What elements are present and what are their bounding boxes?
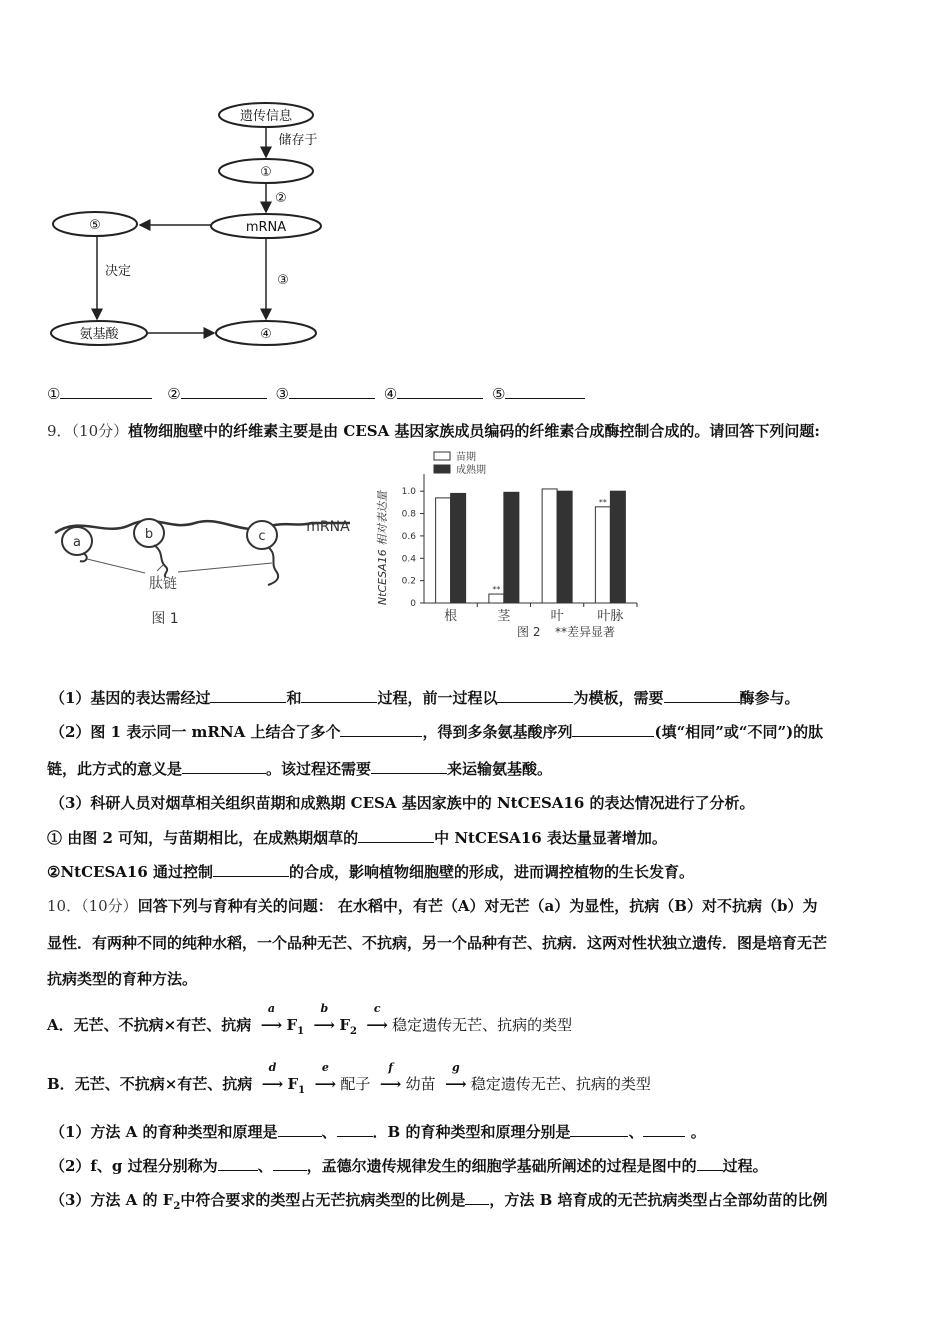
label-amino-acid: 氨基酸 — [79, 327, 119, 342]
y-tick-label: 0.4 — [401, 554, 416, 565]
answer-blank[interactable] — [210, 688, 286, 703]
blanks-line: ① ② ③ ④ ⑤ — [47, 384, 585, 404]
answer-blank[interactable] — [371, 759, 447, 774]
answer-blank[interactable] — [664, 688, 740, 703]
peptide-pointer — [178, 563, 272, 572]
ribosome-label-a: a — [73, 535, 81, 550]
x-tick-label: 根 — [444, 609, 458, 624]
q9-part3-1: ① 由图 2 可知，与苗期相比，在成熟期烟草的 中 NtCESA16 表达量显著增加。 — [47, 829, 667, 847]
q9-stem: 9．（10分）植物细胞壁中的纤维素主要是由 CESA 基因家族成员编码的纤维素合成酶控制合成的。请回答下列问题: — [47, 422, 820, 440]
q10-part3: （3）方法 A 的 $F_2$中符合要求的类型占无芒抗病类型的比例是 ，方法 B 培育成的无芒抗病类型占全部幼苗的比例 — [50, 1191, 828, 1212]
answer-blank[interactable] — [643, 1122, 685, 1137]
x-tick-label: 叶脉 — [597, 609, 624, 624]
flow-diagram — [40, 95, 340, 355]
q9-part3: （3）科研人员对烟草相关组织苗期和成熟期 CESA 基因家族中的 NtCESA16 的表达情况进行了分析。 — [50, 794, 755, 812]
figure-1-caption: 图 1 — [151, 611, 179, 627]
answer-blank[interactable] — [181, 384, 267, 399]
label-stored-in: 储存于 — [278, 133, 318, 148]
ribosome-label-c: c — [258, 529, 266, 544]
legend-swatch-mature — [434, 465, 450, 473]
figure-2-caption: 图 2 — [517, 625, 541, 639]
bar-seedling-1 — [489, 594, 504, 603]
peptide-label: 肽链 — [149, 576, 177, 592]
q9-number: 9．（10分） — [47, 422, 129, 440]
answer-blank[interactable] — [337, 1122, 373, 1137]
q9-part3-2: ②NtCESA16 通过控制 的合成，影响植物细胞壁的形成，进而调控植物的生长发育。 — [47, 863, 695, 881]
answer-blank[interactable] — [572, 722, 654, 737]
method-b: B．无芒、不抗病×有芒、抗病 d ⟶ $F_1$ e ⟶ 配子 f ⟶ 幼苗 g ⟶ 稳定遗传无芒、抗病的类型 — [47, 1061, 651, 1096]
answer-blank[interactable] — [570, 1122, 628, 1137]
peptide-b — [154, 545, 167, 577]
label-5: ⑤ — [89, 218, 101, 233]
significance-note: **差异显著 — [555, 625, 616, 639]
y-tick-label: 0.6 — [401, 531, 416, 542]
label-1: ① — [260, 165, 272, 180]
answer-blank[interactable] — [497, 688, 573, 703]
peptide-pointer — [157, 565, 163, 571]
q10-part2: （2）f、g 过程分别称为 、 ，孟德尔遗传规律发生的细胞学基础所阐述的过程是图中的 过程。 — [50, 1157, 768, 1175]
method-a: A．无芒、不抗病×有芒、抗病 a ⟶ $F_1$ b ⟶ $F_2$ c ⟶ 稳定遗传无芒、抗病的类型 — [47, 1002, 573, 1037]
answer-blank[interactable] — [213, 862, 289, 877]
q10-stem-line1: 10．（10分）回答下列与育种有关的问题： 在水稻中，有芒（A）对无芒（a）为显性，抗病（B）对不抗病（b）为 — [47, 897, 818, 915]
q9-part1: （1）基因的表达需经过 和 过程，前一过程以 为模板，需要 酶参与。 — [50, 689, 800, 707]
q10-stem-line3: 抗病类型的育种方法。 — [47, 970, 198, 988]
step-arrow-g: g ⟶ — [445, 1061, 467, 1093]
bar-seedling-0 — [436, 498, 451, 603]
bar-mature-3 — [610, 491, 625, 603]
plot-area — [402, 474, 637, 624]
answer-blank[interactable] — [505, 384, 585, 399]
y-axis-label: NtCESA16 相对表达量 — [376, 490, 389, 606]
q10-stem-line2: 显性．有两种不同的纯种水稻，一个品种无芒、不抗病，另一个品种有芒、抗病．这两对性状独立遗传．图是培育无芒 — [47, 934, 828, 952]
legend-mature: 成熟期 — [456, 465, 486, 476]
bar-mature-0 — [451, 493, 466, 603]
step-arrow-b: b ⟶ — [313, 1002, 336, 1034]
mrna-label: mRNA — [306, 519, 350, 535]
step-arrow-e: e ⟶ — [314, 1061, 337, 1093]
label-genetic-info: 遗传信息 — [239, 109, 293, 124]
ribosome-label-b: b — [144, 527, 154, 542]
bar-seedling-2 — [542, 489, 557, 603]
answer-blank[interactable] — [301, 688, 377, 703]
label-3: ③ — [277, 273, 289, 288]
answer-blank[interactable] — [60, 384, 152, 399]
y-tick-label: 1.0 — [401, 487, 416, 498]
step-arrow-c: c ⟶ — [366, 1002, 388, 1034]
bar-seedling-3 — [595, 507, 610, 603]
answer-blank[interactable] — [397, 384, 483, 399]
bar-mature-2 — [557, 491, 572, 603]
answer-blank[interactable] — [465, 1190, 489, 1205]
figure-2-chart — [372, 448, 647, 648]
y-tick-label: 0.8 — [401, 509, 416, 520]
significance-mark: ** — [492, 585, 501, 595]
q9-part2-line1: （2）图 1 表示同一 mRNA 上结合了多个 ，得到多条氨基酸序列 (填“相同”或“不同”)的肽 — [50, 723, 824, 741]
q10-part1: （1）方法 A 的育种类型和原理是 、 ．B 的育种类型和原理分别是 、 。 — [50, 1123, 706, 1141]
answer-blank[interactable] — [273, 1156, 307, 1171]
answer-blank[interactable] — [340, 722, 422, 737]
q10-number: 10．（10分） — [47, 897, 138, 915]
label-2: ② — [275, 191, 287, 206]
significance-mark: ** — [598, 497, 607, 507]
figure-1 — [50, 505, 360, 635]
peptide-c — [268, 547, 278, 585]
x-tick-label: 茎 — [497, 609, 511, 624]
answer-blank[interactable] — [218, 1156, 258, 1171]
bar-mature-1 — [504, 492, 519, 603]
answer-blank[interactable] — [697, 1156, 723, 1171]
step-arrow-a: a ⟶ — [260, 1002, 283, 1034]
label-mrna: mRNA — [245, 220, 287, 235]
label-4: ④ — [260, 327, 272, 342]
answer-blank[interactable] — [182, 759, 266, 774]
y-tick-label: 0 — [410, 599, 416, 609]
step-arrow-d: d ⟶ — [261, 1061, 284, 1093]
answer-blank[interactable] — [278, 1122, 322, 1137]
answer-blank[interactable] — [358, 828, 434, 843]
x-tick-label: 叶 — [550, 609, 564, 624]
answer-blank[interactable] — [289, 384, 375, 399]
step-arrow-f: f ⟶ — [379, 1061, 402, 1093]
q9-part2-line2: 链，此方式的意义是 。该过程还需要 来运输氨基酸。 — [47, 760, 553, 778]
peptide-pointer — [87, 559, 145, 573]
y-tick-label: 0.2 — [401, 576, 416, 587]
legend-seedling: 苗期 — [456, 452, 476, 463]
legend-swatch-seedling — [434, 452, 450, 460]
label-decide: 决定 — [104, 264, 132, 279]
